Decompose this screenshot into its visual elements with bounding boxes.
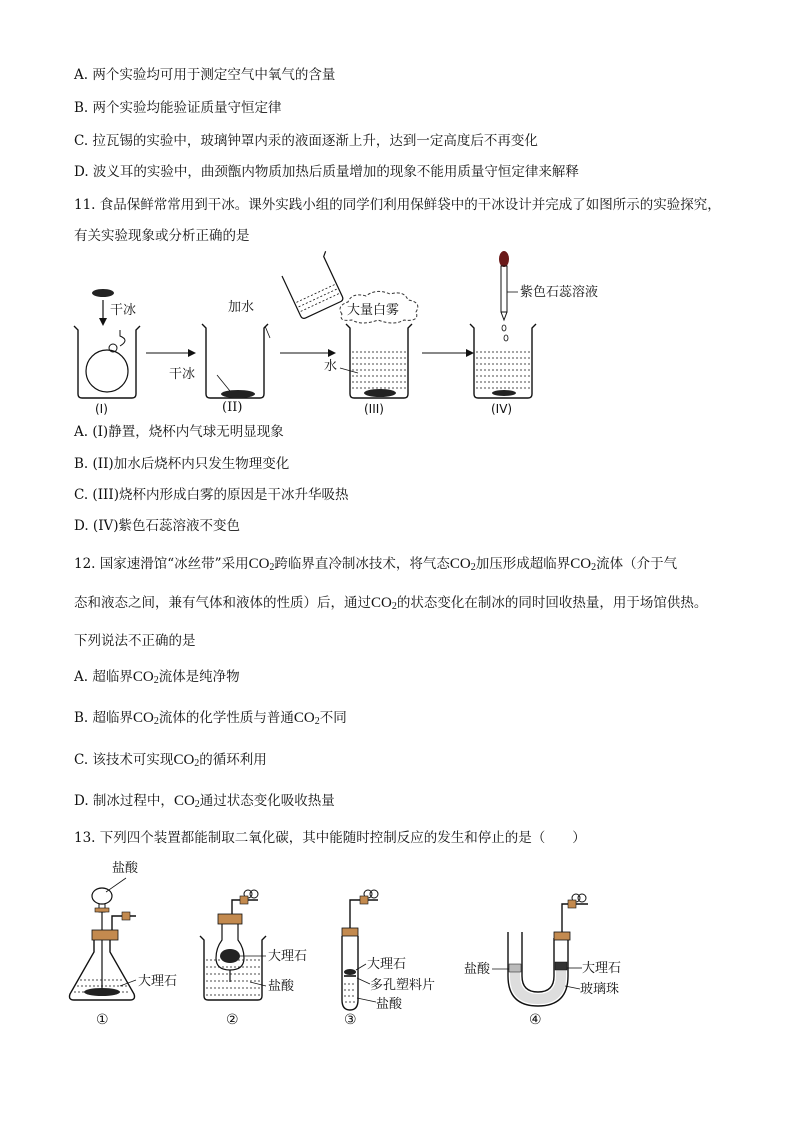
- q10-option-c: C. 拉瓦锡的实验中，玻璃钟罩内汞的液面逐渐上升，达到一定高度后不再变化: [74, 133, 538, 149]
- q12-option-d: D. 制冰过程中，$CO_2$通过状态变化吸收热量: [74, 793, 335, 810]
- label-marble-3: 大理石: [367, 957, 407, 972]
- label-marble-2: 大理石: [268, 949, 308, 964]
- q12-stem-part1: 12. 国家速滑馆“冰丝带”采用: [74, 556, 249, 572]
- co2-formula: $CO_2$: [449, 556, 476, 573]
- label-litmus: 紫色石蕊溶液: [520, 285, 599, 300]
- q12-option-a: A. 超临界$CO_2$流体是纯净物: [74, 669, 240, 686]
- stopper-4: [554, 932, 570, 940]
- stopper-1: [92, 930, 118, 940]
- label-fog: 大量白雾: [347, 303, 400, 318]
- co2-formula: $CO_2$: [570, 556, 597, 573]
- label-acid-2: 盐酸: [268, 979, 295, 994]
- q12-stem-line1: [74, 555, 677, 577]
- label-add-water: 加水: [228, 300, 255, 315]
- q10-option-b: B. 两个实验均能验证质量守恒定律: [74, 100, 282, 116]
- label-water: 水: [324, 359, 338, 374]
- co2-formula: $CO_2$: [132, 669, 159, 686]
- pouring-beaker: [280, 251, 347, 319]
- q13-figure: [60, 852, 660, 1037]
- q13-stem: 13. 下列四个装置都能制取二氧化碳，其中能随时控制反应的发生和停止的是（ ）: [74, 830, 586, 846]
- q12-stem-part2: 跨临界直冷制冰技术，将气态: [274, 556, 450, 572]
- num-1: ①: [96, 1012, 109, 1028]
- panel-label-2: (II): [222, 400, 243, 415]
- label-acid-4: 盐酸: [464, 962, 491, 977]
- q12-option-b: B. 超临界$CO_2$流体的化学性质与普通$CO_2$不同: [74, 710, 347, 727]
- q10-option-a: A. 两个实验均可用于测定空气中氧气的含量: [74, 67, 336, 83]
- q12-stem-part4: 流体（介于气: [596, 556, 678, 572]
- dry-ice-falling: [92, 289, 114, 297]
- beaker-2b: [200, 936, 266, 1000]
- label-plate-3: 多孔塑料片: [370, 978, 436, 993]
- label-acid-3: 盐酸: [376, 997, 403, 1012]
- beaker-1: [74, 326, 140, 398]
- co2-formula: $CO_2$: [293, 710, 320, 727]
- num-2: ②: [226, 1012, 239, 1028]
- funnel-bulb: [92, 888, 112, 904]
- q11-option-a: A. (I)静置，烧杯内气球无明显现象: [74, 424, 284, 440]
- co2-formula: $CO_2$: [173, 752, 200, 769]
- q12-stem-l2-part2: 的状态变化在制冰的同时回收热量，用于场馆供热。: [396, 595, 708, 611]
- co2-formula: $CO_2$: [248, 556, 275, 573]
- q12-stem-part3: 加压形成超临界: [475, 556, 571, 572]
- co2-formula: $CO_2$: [173, 793, 200, 810]
- panel-label-4: (IV): [491, 402, 513, 416]
- panel-label-3: (III): [364, 402, 384, 416]
- q11-figure: [60, 248, 599, 418]
- q12-stem-line2: [74, 594, 707, 616]
- panel-label-1: (I): [95, 402, 108, 416]
- q11-option-c: C. (III)烧杯内形成白雾的原因是干冰升华吸热: [74, 487, 349, 503]
- beaker-2: [202, 324, 268, 398]
- q11-stem-line1: 11. 食品保鲜常常用到干冰。课外实践小组的同学们利用保鲜袋中的干冰设计并完成了如图所示的实验探究，: [74, 197, 721, 213]
- q11-option-b: B. (II)加水后烧杯内只发生物理变化: [74, 456, 290, 472]
- label-beads-4: 玻璃珠: [580, 982, 620, 997]
- q11-stem-line2: 有关实验现象或分析正确的是: [74, 228, 250, 244]
- label-dry-ice: 干冰: [169, 367, 196, 382]
- label-dry-ice-top: 干冰: [110, 303, 137, 318]
- q12-stem-line3: 下列说法不正确的是: [74, 633, 196, 649]
- q11-option-d: D. (IV)紫色石蕊溶液不变色: [74, 518, 241, 534]
- beaker-3: [346, 324, 412, 398]
- beaker-4: [470, 324, 536, 398]
- q12-option-c: C. 该技术可实现$CO_2$的循环利用: [74, 752, 267, 769]
- q12-stem-l2-part1: 态和液态之间，兼有气体和液体的性质）后，通过: [74, 595, 371, 611]
- num-4: ④: [529, 1012, 542, 1028]
- co2-formula: $CO_2$: [133, 710, 159, 727]
- label-marble-1: 大理石: [138, 974, 178, 989]
- balloon: [86, 350, 128, 392]
- co2-formula: $CO_2$: [371, 595, 397, 612]
- dry-ice-pile: [221, 390, 255, 398]
- num-3: ③: [344, 1012, 357, 1028]
- label-marble-4: 大理石: [582, 961, 622, 976]
- label-acid-1: 盐酸: [112, 861, 139, 876]
- stopper-2: [218, 914, 242, 924]
- q10-option-d: D. 波义耳的实验中，曲颈甑内物质加热后质量增加的现象不能用质量守恒定律来解释: [74, 164, 579, 180]
- dropper-bulb: [499, 251, 509, 267]
- stopper-3: [342, 928, 358, 936]
